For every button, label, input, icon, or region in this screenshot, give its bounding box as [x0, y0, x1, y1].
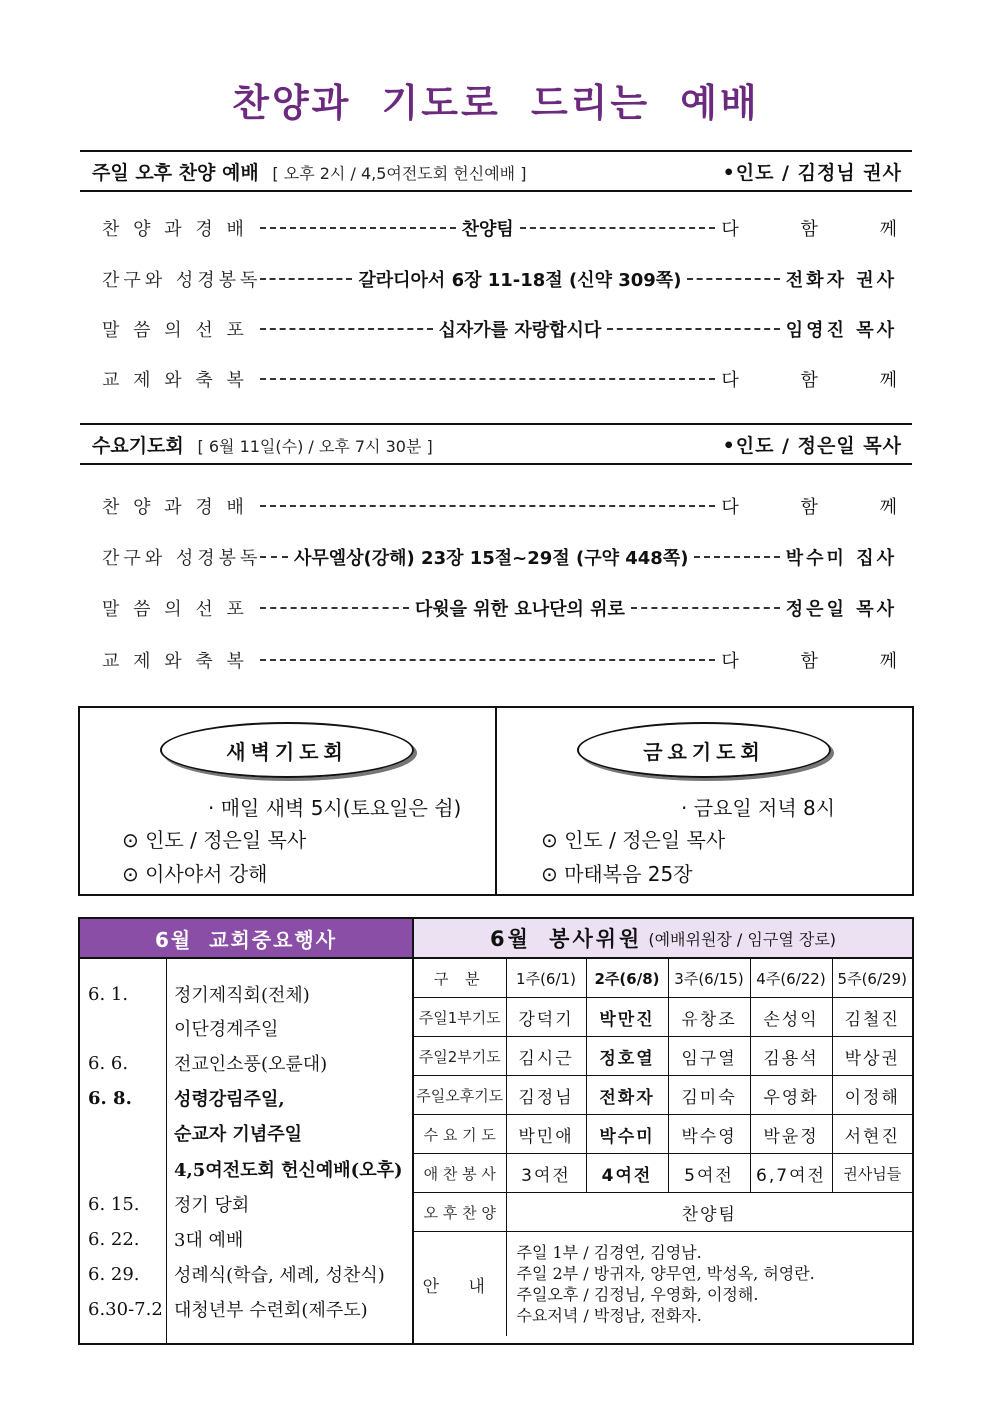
row-label: 안 내 [414, 1232, 506, 1337]
sunday-service-leader: •인도 / 김정님 권사 [722, 161, 902, 184]
event-text: 정기제직회(전체) [174, 985, 310, 1006]
item-content: 십자가를 자랑합시다 [438, 320, 602, 341]
event-row [80, 1046, 412, 1080]
item-label: 찬 양 과 경 배 [102, 219, 248, 240]
dotted-leader [260, 505, 715, 507]
dotted-leader [260, 227, 456, 229]
prayer-meetings-box [78, 706, 914, 896]
table-cell: 김시근 [506, 1037, 586, 1076]
wednesday-item-blessing [102, 645, 925, 675]
column-header: 구 분 [414, 959, 506, 998]
column-header: 2주(6/8) [586, 959, 668, 998]
dotted-leader [260, 378, 715, 380]
item-person: 다 함 께 [721, 651, 925, 672]
item-label: 말 씀 의 선 포 [102, 599, 248, 620]
table-cell: 6,7여전 [750, 1154, 832, 1193]
table-cell: 김정님 [506, 1076, 586, 1115]
dawn-prayer-leader: ⊙ 인도 / 정은일 목사 [122, 828, 307, 852]
item-person: 박수미 집사 [785, 548, 897, 569]
sunday-service-info: [ 오후 2시 / 4,5여전도회 헌신예배 ] [272, 163, 527, 183]
column-header: 4주(6/22) [750, 959, 832, 998]
item-person: 전화자 권사 [785, 270, 898, 291]
event-row [80, 1257, 412, 1291]
dotted-leader [607, 328, 780, 330]
item-label: 간구와 성경봉독 [102, 270, 262, 291]
event-text: 3대 예배 [174, 1230, 244, 1251]
sunday-item-worship [102, 213, 925, 243]
dotted-leader [631, 607, 780, 609]
wednesday-service-leader: •인도 / 정은일 목사 [722, 434, 902, 457]
events-header: 6월 교회중요행사 [80, 919, 412, 959]
table-cell: 정호열 [586, 1037, 668, 1076]
guide-line: 주일오후 / 김정님, 우영화, 이정해. [516, 1285, 759, 1304]
item-content: 찬양팀 [461, 219, 514, 240]
item-person: 임영진 목사 [785, 320, 898, 341]
guide-cell [506, 1232, 912, 1337]
table-cell: 우영화 [750, 1076, 832, 1115]
item-content: 사무엘상(강해) 23장 15절~29절 (구약 448쪽) [294, 548, 689, 569]
dawn-prayer-text: ⊙ 이사야서 강해 [122, 862, 268, 886]
event-text: 4,5여전도회 헌신예배(오후) [174, 1160, 403, 1181]
table-row [414, 1076, 912, 1115]
table-row [414, 1193, 912, 1232]
table-cell: 5여전 [668, 1154, 750, 1193]
choir-cell: 찬양팀 [506, 1193, 912, 1232]
event-date: 6. 15. [88, 1193, 140, 1215]
column-header: 3주(6/15) [668, 959, 750, 998]
row-label: 수 요 기 도 [414, 1115, 506, 1154]
table-cell: 김미숙 [668, 1076, 750, 1115]
wednesday-item-scripture [102, 542, 897, 572]
service-title: 6월 봉사위원 [489, 927, 643, 951]
event-text: 순교자 기념주일 [174, 1124, 302, 1145]
event-row [80, 1152, 412, 1186]
wednesday-item-sermon [102, 593, 897, 623]
table-row [414, 998, 912, 1037]
table-cell: 전화자 [586, 1076, 668, 1115]
event-text: 이단경계주일 [174, 1019, 279, 1040]
column-header: 1주(6/1) [506, 959, 586, 998]
sunday-service-header [80, 150, 912, 192]
service-table [414, 959, 912, 1336]
dotted-leader [260, 556, 288, 558]
sunday-item-scripture [102, 264, 897, 294]
table-row [414, 1037, 912, 1076]
wednesday-service-header [80, 423, 912, 465]
table-row [414, 1232, 912, 1337]
service-subtitle: (예배위원장 / 임구열 장로) [648, 929, 837, 949]
event-date: 6. 29. [88, 1263, 140, 1285]
row-label: 주일오후기도 [414, 1076, 506, 1115]
sunday-item-blessing [102, 364, 925, 394]
event-text: 성례식(학습, 세례, 성찬식) [174, 1265, 385, 1286]
sunday-service-name: 주일 오후 찬양 예배 [92, 161, 259, 184]
wednesday-item-worship [102, 491, 925, 521]
row-label: 애 찬 봉 사 [414, 1154, 506, 1193]
event-date: 6. 22. [88, 1228, 140, 1250]
table-cell: 강덕기 [506, 998, 586, 1037]
event-text: 전교인소풍(오륜대) [174, 1054, 328, 1075]
item-label: 교 제 와 축 복 [102, 651, 248, 672]
event-date: 6. 8. [88, 1087, 132, 1109]
table-header-row [414, 959, 912, 998]
dotted-leader [260, 278, 352, 280]
item-label: 말 씀 의 선 포 [102, 320, 248, 341]
table-cell: 박수미 [586, 1115, 668, 1154]
item-label: 교 제 와 축 복 [102, 370, 248, 391]
service-header [414, 919, 912, 959]
table-cell: 서현진 [832, 1115, 912, 1154]
dawn-prayer-title: 새벽기도회 [160, 722, 414, 778]
guide-line: 수요저녁 / 박정남, 전화자. [516, 1306, 702, 1325]
table-cell: 손성익 [750, 998, 832, 1037]
event-date: 6. 1. [88, 983, 129, 1005]
wednesday-service-name: 수요기도회 [92, 434, 184, 457]
bottom-panel [78, 917, 914, 1345]
item-content: 갈라디아서 6장 11-18절 (신약 309쪽) [358, 270, 682, 291]
event-date: 6. 6. [88, 1052, 129, 1074]
friday-prayer-text: ⊙ 마태복음 25장 [541, 862, 693, 886]
guide-line: 주일 2부 / 방귀자, 양무연, 박성옥, 허영란. [516, 1264, 815, 1283]
event-date: 6.30-7.2 [88, 1298, 163, 1320]
table-cell: 김용석 [750, 1037, 832, 1076]
table-cell: 박만진 [586, 998, 668, 1037]
event-row [80, 1081, 412, 1115]
friday-prayer-time: · 금요일 저녁 8시 [681, 796, 836, 820]
service-volunteers-panel [414, 919, 912, 1343]
table-cell: 3여전 [506, 1154, 586, 1193]
column-header: 5주(6/29) [832, 959, 912, 998]
event-text: 정기 당회 [174, 1195, 250, 1216]
item-person: 다 함 께 [721, 219, 925, 240]
table-cell: 김철진 [832, 998, 912, 1037]
event-row [80, 1222, 412, 1256]
row-label: 오 후 찬 양 [414, 1193, 506, 1232]
guide-line: 주일 1부 / 김경연, 김영남. [516, 1243, 702, 1262]
item-person: 다 함 께 [721, 370, 925, 391]
dotted-leader [520, 227, 716, 229]
dotted-leader [694, 556, 779, 558]
dotted-leader [260, 659, 715, 661]
item-label: 간구와 성경봉독 [102, 548, 262, 569]
event-text: 성령강림주일, [174, 1089, 285, 1110]
sunday-item-sermon [102, 314, 897, 344]
event-text: 대청년부 수련회(제주도) [174, 1300, 368, 1321]
item-content: 다윗을 위한 요나단의 위로 [414, 599, 625, 620]
dawn-prayer-panel [80, 708, 495, 894]
dotted-leader [260, 607, 409, 609]
table-row [414, 1154, 912, 1193]
friday-prayer-panel [495, 708, 912, 894]
table-cell: 4여전 [586, 1154, 668, 1193]
event-row [80, 1187, 412, 1221]
event-row [80, 1011, 412, 1045]
friday-prayer-leader: ⊙ 인도 / 정은일 목사 [541, 828, 726, 852]
event-row [80, 1292, 412, 1326]
table-cell: 이정해 [832, 1076, 912, 1115]
table-cell: 유창조 [668, 998, 750, 1037]
table-cell: 박상권 [832, 1037, 912, 1076]
item-person: 다 함 께 [721, 497, 925, 518]
row-label: 주일1부기도 [414, 998, 506, 1037]
table-cell: 박민애 [506, 1115, 586, 1154]
row-label: 주일2부기도 [414, 1037, 506, 1076]
event-row [80, 1116, 412, 1150]
table-row [414, 1115, 912, 1154]
page-title: 찬양과 기도로 드리는 예배 [232, 81, 760, 125]
dotted-leader [260, 328, 433, 330]
item-label: 찬 양 과 경 배 [102, 497, 248, 518]
event-row [80, 977, 412, 1011]
wednesday-service-info: [ 6월 11일(수) / 오후 7시 30분 ] [197, 436, 433, 456]
item-person: 정은일 목사 [785, 599, 898, 620]
table-cell: 박윤정 [750, 1115, 832, 1154]
table-cell: 박수영 [668, 1115, 750, 1154]
dawn-prayer-time: · 매일 새벽 5시(토요일은 쉼) [208, 796, 462, 820]
table-cell: 임구열 [668, 1037, 750, 1076]
friday-prayer-title: 금요기도회 [577, 722, 831, 778]
dotted-leader [687, 278, 779, 280]
table-cell: 권사님들 [832, 1154, 912, 1193]
